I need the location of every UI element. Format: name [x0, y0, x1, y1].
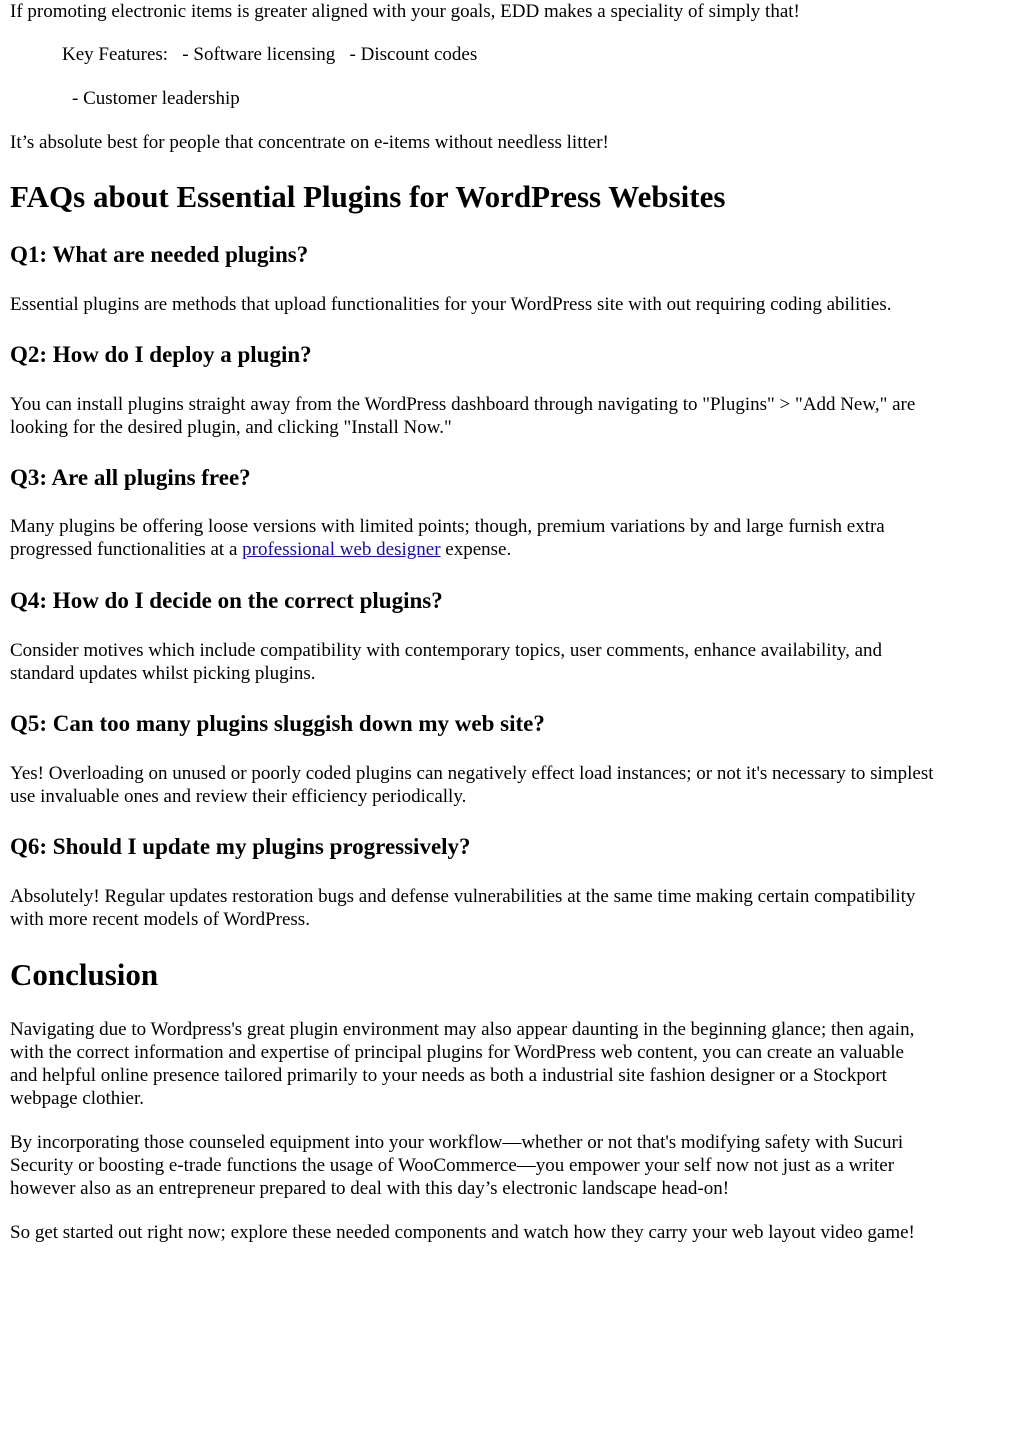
faq-question-6: Q6: Should I update my plugins progressively? [10, 834, 471, 859]
faq-answer-6-line-1: Absolutely! Regular updates restoration bugs and defense vulnerabilities at the same time making certain compatibility [10, 886, 916, 907]
faq-question-3: Q3: Are all plugins free? [10, 465, 251, 490]
faq-question-1: Q1: What are needed plugins? [10, 242, 309, 267]
conclusion-paragraph-2-line-1: By incorporating those counseled equipment into your workflow—whether or not that's modifying safety with Sucuri [10, 1132, 904, 1153]
professional-web-designer-link[interactable]: professional web designer [242, 539, 441, 560]
conclusion-paragraph-1-line-3: and helpful online presence tailored primarily to your needs as both a industrial site fashion designer or a Stockport [10, 1065, 887, 1086]
key-features-line-2: - Customer leadership [72, 88, 240, 109]
faq-answer-2-line-1: You can install plugins straight away from the WordPress dashboard through navigating to "Plugins" > "Add New," are [10, 394, 916, 415]
key-features-line: Key Features: - Software licensing - Discount codes [62, 44, 478, 65]
faq-answer-6-line-2: with more recent models of WordPress. [10, 909, 310, 930]
faq-answer-1: Essential plugins are methods that upload functionalities for your WordPress site with out requiring coding abilities. [10, 294, 892, 315]
faq-question-4: Q4: How do I decide on the correct plugins? [10, 588, 443, 613]
faq-answer-3-line-2 [10, 539, 511, 561]
conclusion-paragraph-1-line-4: webpage clothier. [10, 1088, 145, 1109]
faq-answer-3-line-1: Many plugins be offering loose versions with limited points; though, premium variations by and large furnish extra [10, 516, 885, 537]
faq-answer-5-line-2: use invaluable ones and review their efficiency periodically. [10, 786, 467, 807]
faq-question-2: Q2: How do I deploy a plugin? [10, 342, 312, 367]
conclusion-paragraph-2-line-2: Security or boosting e-trade functions the usage of WooCommerce—you empower your self now not just as a writer [10, 1155, 895, 1176]
faq-heading: FAQs about Essential Plugins for WordPress Websites [10, 179, 726, 214]
conclusion-heading: Conclusion [10, 957, 159, 992]
conclusion-paragraph-2-line-3: however also as an entrepreneur prepared to deal with this day’s electronic landscape head-on! [10, 1178, 730, 1199]
faq-answer-4-line-1: Consider motives which include compatibility with contemporary topics, user comments, enhance availability, and [10, 640, 883, 661]
intro-paragraph: If promoting electronic items is greater aligned with your goals, EDD makes a speciality of simply that! [10, 1, 800, 22]
conclusion-paragraph-1-line-2: with the correct information and expertise of principal plugins for WordPress web content, you can create an valuable [10, 1042, 904, 1063]
faq-answer-5-line-1: Yes! Overloading on unused or poorly coded plugins can negatively effect load instances; or not it's necessary to simplest [10, 763, 934, 784]
faq-question-5: Q5: Can too many plugins sluggish down my web site? [10, 711, 545, 736]
faq-answer-2-line-2: looking for the desired plugin, and clicking "Install Now." [10, 417, 452, 438]
intro-closing-paragraph: It’s absolute best for people that concentrate on e-items without needless litter! [10, 132, 609, 153]
faq-answer-3-text-before: progressed functionalities at a [10, 539, 243, 560]
conclusion-paragraph-3: So get started out right now; explore these needed components and watch how they carry your web layout video game! [10, 1222, 915, 1243]
faq-answer-3-text-after: expense. [440, 539, 512, 560]
faq-answer-4-line-2: standard updates whilst picking plugins. [10, 663, 316, 684]
conclusion-paragraph-1-line-1: Navigating due to Wordpress's great plugin environment may also appear daunting in the beginning glance; then again, [10, 1019, 915, 1040]
